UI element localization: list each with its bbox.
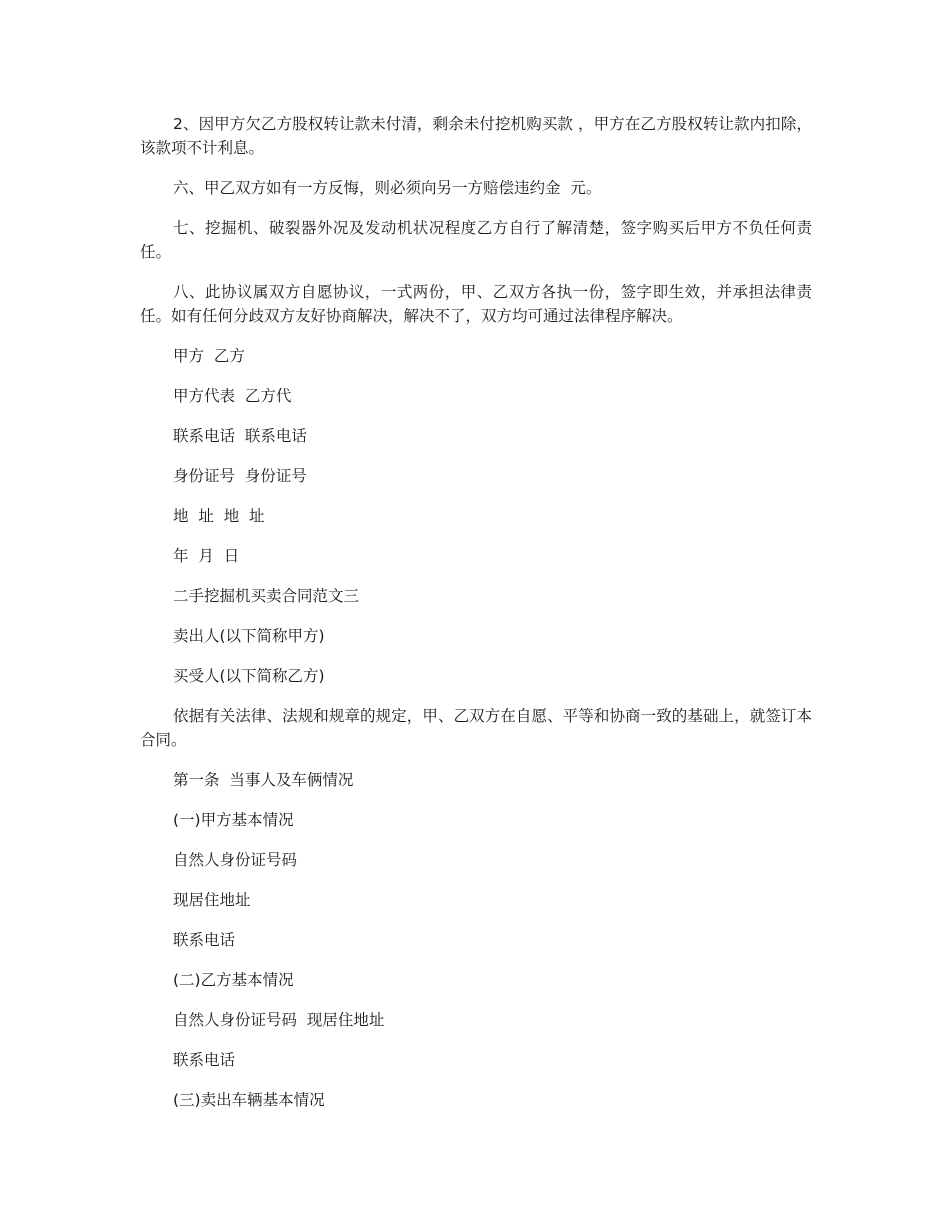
buyer-label: 买受人(以下简称乙方) — [173, 667, 325, 685]
signature-id-numbers: 身份证号 身份证号 — [173, 467, 307, 485]
seller-label: 卖出人(以下简称甲方) — [173, 627, 325, 645]
signature-date: 年 月 日 — [173, 547, 240, 565]
vehicle-info-heading: (三)卖出车辆基本情况 — [173, 1091, 325, 1109]
signature-representatives: 甲方代表 乙方代 — [173, 387, 292, 405]
clause-6-penalty: 六、甲乙双方如有一方反悔，则必须向另一方赔偿违约金 元。 — [173, 179, 602, 197]
clause-8-agreement: 八、此协议属双方自愿协议，一式两份，甲、乙双方各执一份，签字即生效，并承担法律责任。如有任何分歧双方友好协商解决，解决不了，双方均可通过法律程序解决。 — [140, 283, 812, 325]
clause-7-condition: 七、挖掘机、破裂器外况及发动机状况程度乙方自行了解清楚，签字购买后甲方不负任何责任。 — [140, 219, 812, 261]
party-b-id-and-address: 自然人身份证号码 现居住地址 — [173, 1011, 385, 1029]
signature-parties: 甲方 乙方 — [173, 347, 245, 365]
signature-addresses: 地 址 地 址 — [173, 507, 265, 525]
contract-preamble: 依据有关法律、法规和规章的规定，甲、乙双方在自愿、平等和协商一致的基础上，就签订本合同。 — [140, 707, 812, 749]
signature-phones: 联系电话 联系电话 — [173, 427, 307, 445]
party-b-phone: 联系电话 — [173, 1051, 236, 1069]
clause-2-deduction: 2、因甲方欠乙方股权转让款未付清，剩余未付挖机购买款 ，甲方在乙方股权转让款内扣除，该款项不计利息。 — [140, 115, 812, 157]
party-a-address: 现居住地址 — [173, 891, 251, 909]
party-b-info-heading: (二)乙方基本情况 — [173, 971, 294, 989]
party-a-info-heading: (一)甲方基本情况 — [173, 811, 294, 829]
article-1-heading: 第一条 当事人及车俩情况 — [173, 771, 354, 789]
document-page — [140, 112, 812, 1112]
section-title: 二手挖掘机买卖合同范文三 — [173, 587, 360, 605]
party-a-phone: 联系电话 — [173, 931, 236, 949]
party-a-id-number: 自然人身份证号码 — [173, 851, 298, 869]
